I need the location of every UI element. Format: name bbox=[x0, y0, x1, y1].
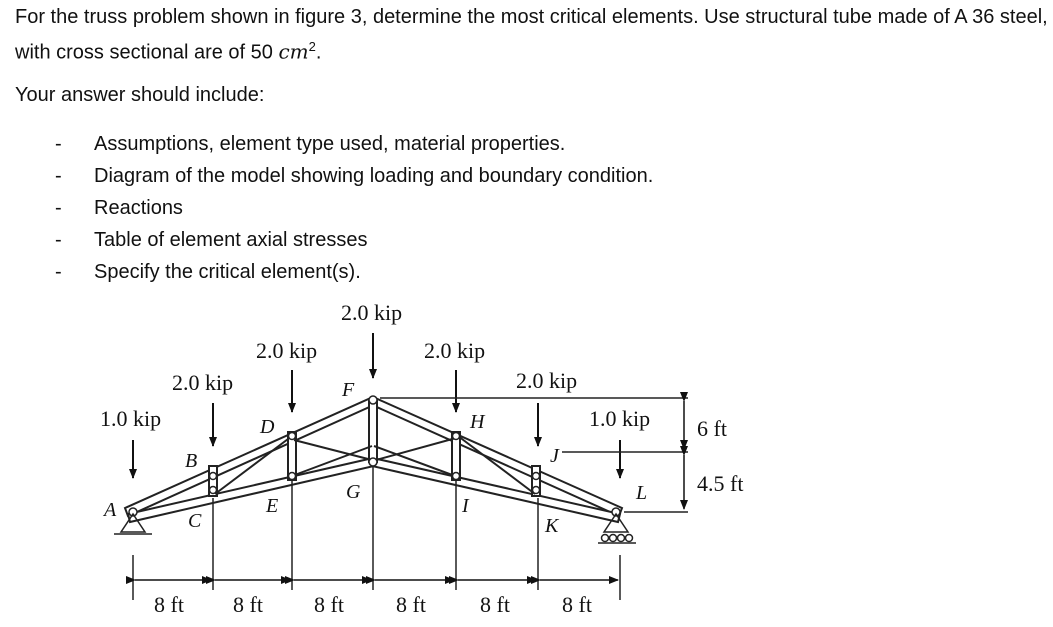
load-label-a: 1.0 kip bbox=[100, 406, 162, 431]
joint-d bbox=[289, 433, 296, 440]
node-label-i: I bbox=[462, 495, 469, 517]
unit-exponent: 2 bbox=[308, 39, 316, 54]
bullet-dash: - bbox=[55, 197, 62, 219]
list-item bbox=[55, 224, 653, 256]
member-gh-2 bbox=[376, 438, 456, 460]
unit-cm: cm bbox=[278, 39, 309, 64]
node-label-g: G bbox=[346, 481, 361, 503]
member-fg bbox=[369, 400, 377, 462]
list-item-text: Specify the critical element(s). bbox=[94, 261, 361, 283]
list-item-text: Reactions bbox=[94, 197, 183, 219]
bullet-dash: - bbox=[55, 133, 62, 155]
span-label: 8 ft bbox=[154, 592, 184, 617]
load-label-f: 2.0 kip bbox=[341, 300, 403, 325]
bullet-dash: - bbox=[55, 229, 62, 251]
span-label: 8 ft bbox=[396, 592, 426, 617]
list-item bbox=[55, 160, 653, 192]
joint-h bbox=[453, 433, 460, 440]
joint-k bbox=[533, 487, 540, 494]
list-item bbox=[55, 128, 653, 160]
joint-b bbox=[210, 473, 217, 480]
node-label-b: B bbox=[185, 450, 198, 472]
problem-statement bbox=[15, 2, 1050, 68]
top-chord-left bbox=[125, 397, 376, 516]
load-label-b: 2.0 kip bbox=[172, 370, 234, 395]
requirements-list bbox=[55, 128, 653, 288]
joint-e bbox=[289, 473, 296, 480]
span-label: 8 ft bbox=[314, 592, 344, 617]
span-label: 8 ft bbox=[233, 592, 263, 617]
joint-f bbox=[369, 396, 377, 404]
list-item bbox=[55, 192, 653, 224]
truss-figure bbox=[0, 292, 1053, 627]
list-item bbox=[55, 256, 653, 288]
load-label-l: 1.0 kip bbox=[589, 406, 651, 431]
top-chord-right bbox=[370, 397, 622, 516]
list-item-text: Diagram of the model showing loading and boundary condition. bbox=[94, 165, 654, 187]
node-label-d: D bbox=[260, 416, 275, 438]
height-label: 4.5 ft bbox=[697, 471, 744, 496]
problem-text: For the truss problem shown in figure 3, determine the most critical elements. Use structural tube made of A 36 steel, with cross sectional are of 50 bbox=[15, 6, 1048, 64]
joint-c bbox=[210, 487, 217, 494]
bullet-dash: - bbox=[55, 165, 62, 187]
load-label-d: 2.0 kip bbox=[256, 338, 318, 363]
joint-i bbox=[453, 473, 460, 480]
node-label-l: L bbox=[636, 482, 648, 504]
joint-j bbox=[533, 473, 540, 480]
span-label: 8 ft bbox=[480, 592, 510, 617]
node-label-e: E bbox=[266, 495, 279, 517]
node-label-k: K bbox=[545, 515, 559, 537]
load-label-h: 2.0 kip bbox=[424, 338, 486, 363]
node-label-a: A bbox=[104, 499, 117, 521]
problem-tail: . bbox=[315, 41, 322, 64]
node-label-h: H bbox=[470, 411, 485, 433]
joint-g bbox=[369, 458, 377, 466]
list-item-text: Table of element axial stresses bbox=[94, 229, 368, 251]
node-label-c: C bbox=[188, 510, 202, 532]
height-label: 6 ft bbox=[697, 416, 727, 441]
include-heading: Your answer should include: bbox=[15, 84, 265, 106]
span-label: 8 ft bbox=[562, 592, 592, 617]
node-label-j: J bbox=[550, 445, 559, 467]
node-label-f: F bbox=[342, 379, 355, 401]
bullet-dash: - bbox=[55, 261, 62, 283]
list-item-text: Assumptions, element type used, material properties. bbox=[94, 133, 566, 155]
load-label-j: 2.0 kip bbox=[516, 368, 578, 393]
